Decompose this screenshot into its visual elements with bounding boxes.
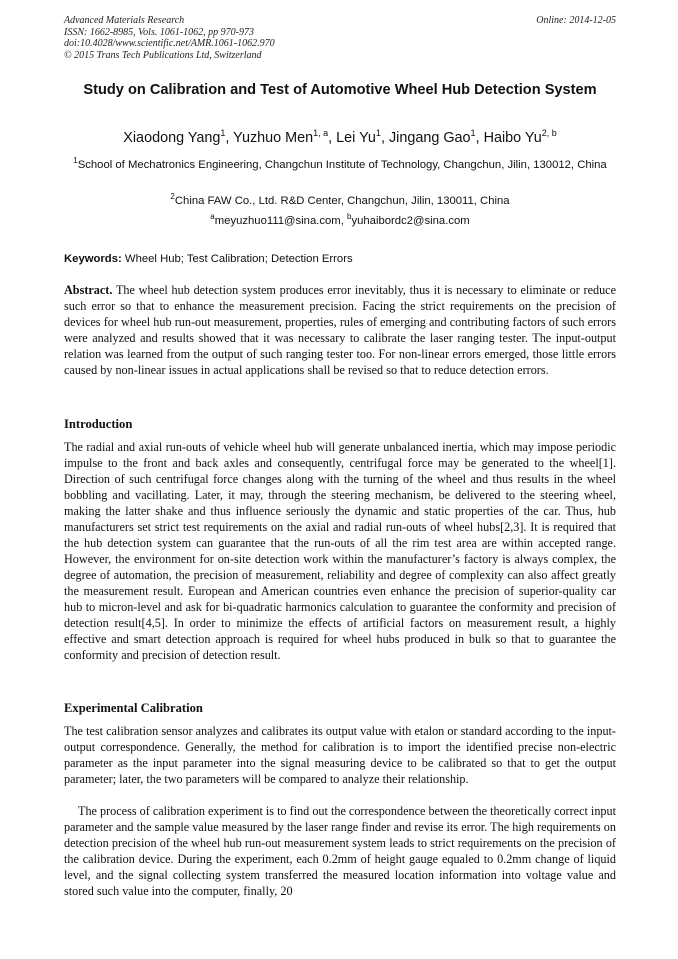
keywords-text: Wheel Hub; Test Calibration; Detection Errors: [121, 253, 353, 265]
author-name: Jingang Gao: [388, 130, 471, 146]
author-list: [64, 128, 616, 148]
author-sup: 1: [375, 128, 381, 138]
section-heading-introduction: Introduction: [64, 417, 133, 431]
author-name: Haibo Yu: [483, 130, 542, 146]
introduction-paragraph: The radial and axial run-outs of vehicle wheel hub will generate unbalanced inertia, which may impose periodic impulse to the front and back axles and consequently, centrifugal force may be generated to the wheel[1]. Direction of such centrifugal force changes along with the turning of the wheel and thus results in the wheel bobbling and vacillating. Later, it may, through the steering mechanism, be delivered to the steering wheel, making the latter shake and thus influence seriously the dynamic and static properties of the car. Thus, hub manufacturers set strict test requirements on the axial and radial run-outs of wheel hubs[2,3]. It is required that the hub detection system can guarantee that the run-outs of all the rim test area are within accepted range. However, the environment for on-site detection work within the manufacturer’s factory is always complex, the degree of automation, the precision of measurement, reliability and degree of complexity can also affect greatly the measurement result. European and American countries even enhance the precision of superior-quality car hub to micron-level and ask for bi-quadratic harmonics calculation to guarantee the conformity and precision of detection result[4,5]. In order to minimize the effects of artificial factors on measurement result, a highly effective and smart detection approach is required for wheel hubs produced in bulk so that to guarantee the conformity and precision of detection result.: [64, 440, 616, 662]
author-name: Yuzhuo Men: [233, 130, 314, 146]
journal-name: Advanced Materials Research: [64, 15, 185, 26]
copyright-line: © 2015 Trans Tech Publications Ltd, Switzerland: [64, 49, 262, 61]
author-name: Lei Yu: [336, 130, 376, 146]
keywords-line: [64, 251, 616, 267]
author-sep: ,: [328, 130, 337, 146]
paper-title: Study on Calibration and Test of Automotive Wheel Hub Detection System: [83, 82, 597, 98]
affiliation-2: [64, 193, 616, 209]
email-a[interactable]: meyuzhuo111@sina.com,: [214, 215, 347, 227]
abstract-text: The wheel hub detection system produces error inevitably, thus it is necessary to eliminate or reduce such error so that to enhance the measurement precision. Facing the strict requirements on the precision of devices for wheel hub run-out measurement, properties, rules of emerging and contributing factors of such errors were analyzed and results showed that it was necessary to calibrate the laser ranging tester. The input-output relation was learned from the output of such ranging tester too. For non-linear errors emerged, those little errors caused by non-linear issues in actual applications shall be revised so that to reduce detection errors.: [64, 283, 616, 377]
affiliation-text: School of Mechatronics Engineering, Changchun Institute of Technology, Changchun, Jilin, 130012, China: [77, 159, 607, 171]
author-name: Xiaodong Yang: [123, 130, 221, 146]
author-sup: 1: [220, 128, 226, 138]
affiliation-text: China FAW Co., Ltd. R&D Center, Changchun, Jilin, 130011, China: [174, 195, 510, 207]
author-sup: 2, b: [541, 128, 557, 138]
experimental-paragraph-1: The test calibration sensor analyzes and calibrates its output value with etalon or standard according to the input-output correspondence. Generally, the method for calibration is to import the identified precise non-electric parameter as the input parameter into the signal measuring device to be calibrated so that to get the output parameter; later, the two parameters will be compared to analyze their relationship.: [64, 724, 616, 786]
abstract-paragraph: [64, 282, 616, 378]
author-sep: ,: [380, 130, 389, 146]
keywords-label: Keywords:: [64, 253, 122, 265]
affiliation-1: [64, 157, 616, 173]
issn-line: ISSN: 1662-8985, Vols. 1061-1062, pp 970-973: [64, 26, 254, 38]
email-sup: a: [210, 212, 215, 221]
online-date: Online: 2014-12-05: [536, 15, 616, 26]
author-sup: 1, a: [313, 128, 329, 138]
journal-header: [64, 15, 616, 61]
affiliation-sup: 1: [73, 156, 78, 165]
affiliation-sup: 2: [170, 192, 175, 201]
author-sup: 1: [470, 128, 476, 138]
author-sep: ,: [475, 130, 484, 146]
author-sep: ,: [225, 130, 234, 146]
author-emails: [64, 213, 616, 229]
email-b[interactable]: yuhaibordc2@sina.com: [351, 215, 470, 227]
email-sup: b: [347, 212, 352, 221]
section-heading-experimental: Experimental Calibration: [64, 701, 203, 715]
experimental-paragraph-2: The process of calibration experiment is to find out the correspondence between the theoretically correct input parameter and the sample value measured by the laser range finder and revise its error. The high requirements on detection precision of the wheel hub run-out measurement system leads to strict requirements on the precision of the calibration device. During the experiment, each 0.2mm of height gauge equaled to 0.2mm change of liquid level, and the signal collecting system transferred the measured location information into voltage value and stored such value into the computer, finally, 20: [64, 804, 616, 898]
doi-line[interactable]: doi:10.4028/www.scientific.net/AMR.1061-1062.970: [64, 38, 275, 50]
abstract-label: Abstract.: [64, 283, 113, 297]
